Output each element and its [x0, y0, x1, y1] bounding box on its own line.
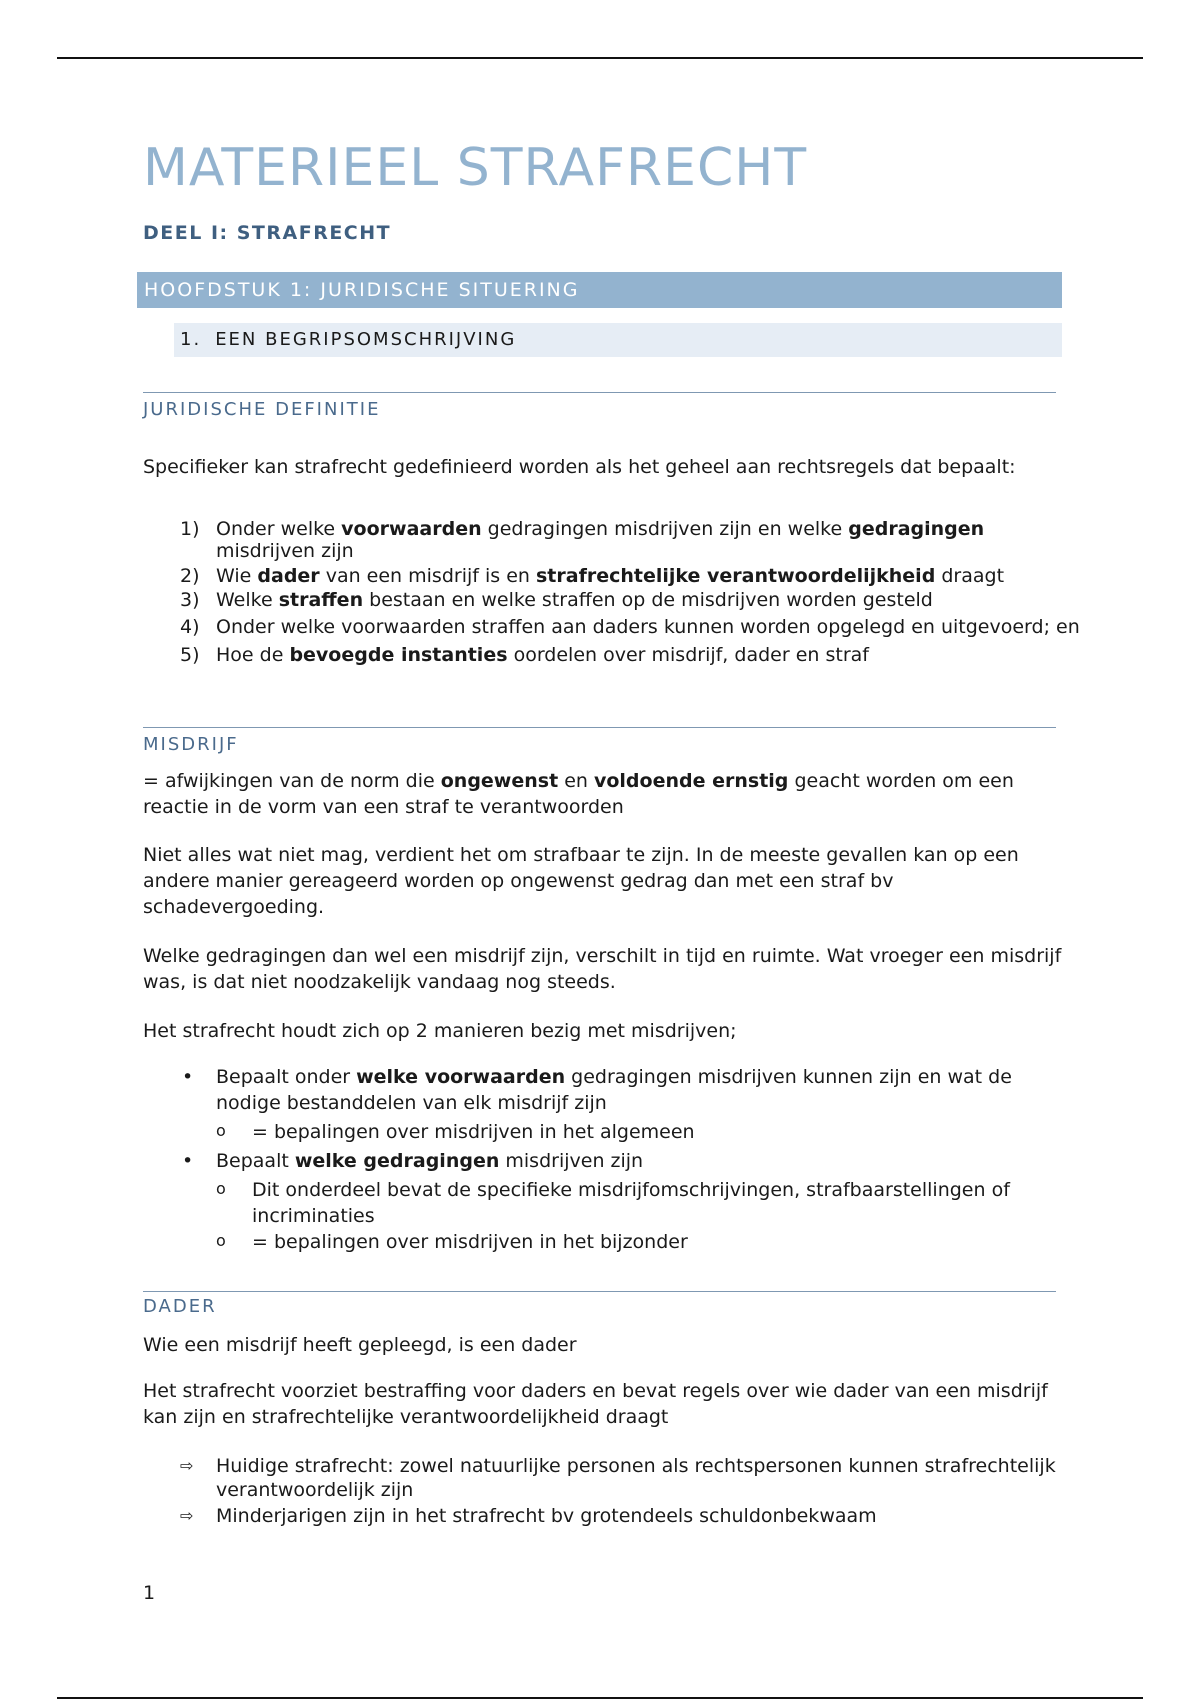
text: geacht worden om een reactie in de vorm van een straf te verantwoorden: [143, 770, 1014, 818]
item-bold: voorwaarden: [341, 518, 482, 540]
arrow-icon: ⇨: [180, 1506, 194, 1525]
item-text: van een misdrijf is en: [319, 565, 536, 587]
sub-list-item: [216, 1119, 1080, 1145]
sub-marker: o: [216, 1179, 226, 1198]
item-text: Hoe de: [216, 644, 290, 666]
sub-list: [216, 1177, 1080, 1255]
sub-marker: o: [216, 1231, 226, 1250]
misdrijf-definition: [143, 768, 1063, 820]
text: en: [558, 770, 594, 792]
item-bold: bevoegde instanties: [289, 644, 508, 666]
misdrijf-paragraph-3: Het strafrecht houdt zich op 2 manieren bezig met misdrijven;: [143, 1020, 737, 1042]
dader-paragraph-2: Het strafrecht voorziet bestraffing voor daders en bevat regels over wie dader van een misdrijf kan zijn en strafrechtelijke verantwoordelijkheid draagt: [143, 1380, 1048, 1428]
item-text: Onder welke voorwaarden straffen aan daders kunnen worden opgelegd en uitgevoerd; en: [216, 616, 1080, 638]
section-number: 1.: [180, 329, 202, 350]
misdrijf-bullet-list: [180, 1064, 1080, 1258]
item-bold: welke voorwaarden: [356, 1066, 566, 1088]
text: = afwijkingen van de norm die: [143, 770, 441, 792]
item-text: = bepalingen over misdrijven in het algemeen: [252, 1121, 695, 1143]
divider-misdrijf: [143, 727, 1056, 728]
sub-list-item: [216, 1229, 1080, 1255]
item-text: = bepalingen over misdrijven in het bijzonder: [252, 1231, 688, 1253]
definitie-list: [180, 518, 1080, 668]
item-bold: welke gedragingen: [294, 1150, 500, 1172]
heading-misdrijf: MISDRIJF: [143, 734, 239, 755]
bullet-marker: •: [182, 1066, 194, 1088]
misdrijf-paragraph-2: Welke gedragingen dan wel een misdrijf zijn, verschilt in tijd en ruimte. Wat vroeger een misdrijf was, is dat niet noodzakelijk vandaag nog steeds.: [143, 945, 1062, 993]
definitie-intro: Specifieker kan strafrecht gedefinieerd worden als het geheel aan rechtsregels dat bepaalt:: [143, 456, 1016, 478]
bottom-rule: [57, 1697, 1143, 1699]
item-bold: strafrechtelijke verantwoordelijkheid: [535, 565, 936, 587]
sub-list: [216, 1119, 1080, 1145]
item-text: Onder welke: [216, 518, 342, 540]
item-text: bestaan en welke straffen op de misdrijven worden gesteld: [363, 589, 933, 611]
list-marker: 3): [180, 589, 200, 611]
list-marker: 2): [180, 565, 200, 587]
top-rule: [57, 57, 1143, 59]
item-text: Bepaalt onder: [216, 1066, 357, 1088]
list-marker: 1): [180, 518, 200, 540]
section-title: EEN BEGRIPSOMSCHRIJVING: [215, 329, 517, 350]
dader-arrow-list: [180, 1454, 1080, 1528]
page-number: 1: [143, 1582, 156, 1604]
item-text: gedragingen misdrijven zijn en welke: [481, 518, 849, 540]
sub-marker: o: [216, 1121, 226, 1140]
item-text: Welke: [216, 589, 279, 611]
item-text: oordelen over misdrijf, dader en straf: [507, 644, 869, 666]
item-text: draagt: [935, 565, 1005, 587]
bullet-marker: •: [182, 1150, 194, 1172]
sub-list-item: [216, 1177, 1080, 1229]
list-marker: 5): [180, 644, 200, 666]
item-text: gedragingen misdrijven kunnen zijn en wat de nodige bestanddelen van elk misdrijf zijn: [216, 1066, 1012, 1114]
item-text: Minderjarigen zijn in het strafrecht bv grotendeels schuldonbekwaam: [216, 1505, 877, 1527]
bold-text: voldoende ernstig: [593, 770, 789, 792]
item-text: Wie: [216, 565, 258, 587]
section-heading: [174, 323, 1062, 357]
divider-definitie: [143, 392, 1056, 393]
item-text: misdrijven zijn: [499, 1150, 644, 1172]
chapter-heading: HOOFDSTUK 1: JURIDISCHE SITUERING: [137, 272, 1062, 308]
list-item: [180, 564, 1080, 588]
bold-text: ongewenst: [440, 770, 559, 792]
list-item: [180, 1064, 1080, 1145]
list-item: [180, 614, 1080, 640]
item-bold: dader: [257, 565, 320, 587]
list-marker: 4): [180, 616, 200, 638]
list-item: [180, 1454, 1080, 1502]
heading-juridische-definitie: JURIDISCHE DEFINITIE: [143, 399, 381, 420]
arrow-icon: ⇨: [180, 1456, 194, 1475]
list-item: [180, 588, 1080, 612]
item-text: Huidige strafrecht: zowel natuurlijke personen als rechtspersonen kunnen strafrechtelijk verantwoordelijk zijn: [216, 1455, 1056, 1501]
misdrijf-paragraph-1: Niet alles wat niet mag, verdient het om strafbaar te zijn. In de meeste gevallen kan op een andere manier gereageerd worden op ongewenst gedrag dan met een straf bv schadevergoeding.: [143, 844, 1019, 918]
heading-dader: DADER: [143, 1296, 217, 1317]
part-title: DEEL I: STRAFRECHT: [143, 222, 392, 244]
list-item: [180, 642, 1080, 668]
list-item: [180, 518, 1080, 562]
divider-dader: [143, 1291, 1056, 1292]
document-title: MATERIEEL STRAFRECHT: [143, 138, 808, 198]
item-bold: straffen: [278, 589, 364, 611]
item-text: Bepaalt: [216, 1150, 295, 1172]
list-item: [180, 1504, 1080, 1528]
dader-paragraph-1: Wie een misdrijf heeft gepleegd, is een dader: [143, 1334, 577, 1356]
item-text: misdrijven zijn: [216, 540, 354, 562]
item-bold: gedragingen: [848, 518, 985, 540]
list-item: [180, 1148, 1080, 1255]
item-text: Dit onderdeel bevat de specifieke misdrijfomschrijvingen, strafbaarstellingen of incriminaties: [252, 1179, 1010, 1227]
